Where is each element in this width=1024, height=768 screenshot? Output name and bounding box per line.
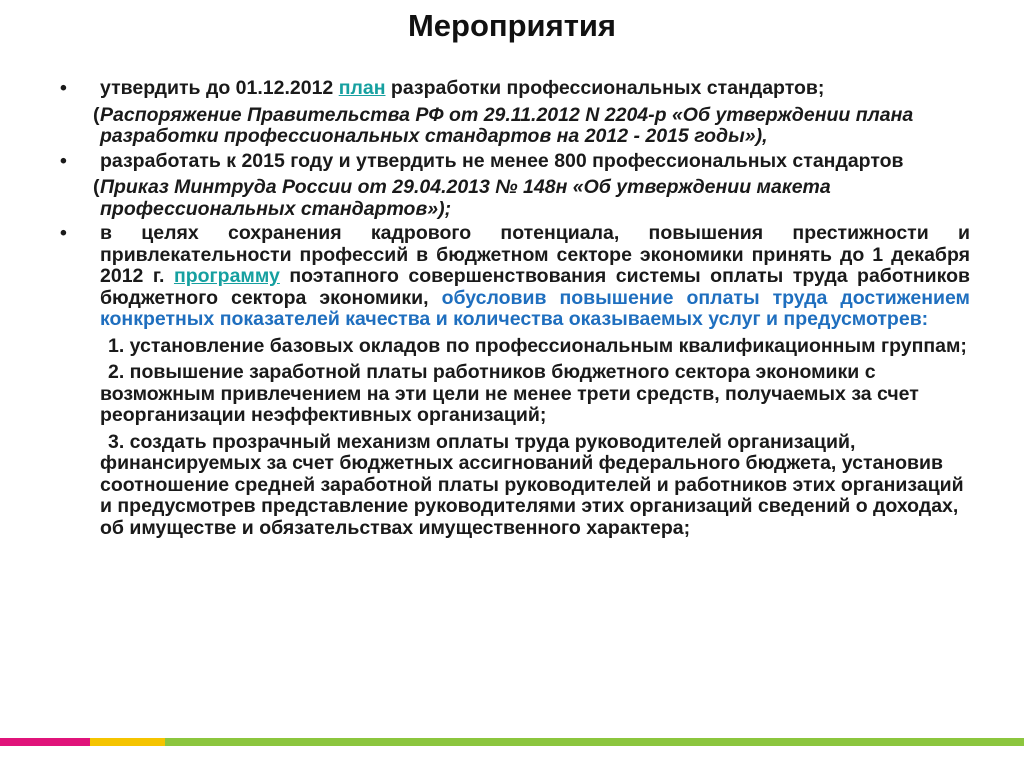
footer-stripe-green [165,738,1024,746]
plan-link[interactable]: план [338,77,386,99]
subitem-3-text: 3. создать прозрачный механизм оплаты труда руководителей организаций, финансируемых за счет бюджетных ассигнований федерального бюджета, установив соотношение средней заработной платы руководителей и работников этих организаций и предусмотрев представление руководителями этих организаций сведений о доходах, об имуществе и обязательствах имущественного характера; [100,430,964,539]
item2-citation-text: Приказ Минтруда России от 29.04.2013 № 148н «Об утверждении макета профессиональных стандартов»); [100,176,831,220]
list-item [60,223,970,331]
subitem-2-text: 2. повышение заработной платы работников бюджетного сектора экономики с возможным привлечением на эти цели не менее трети средств, получаемых за счет реорганизации неэффективных организаций; [100,361,919,426]
subitem-1-text: 1. установление базовых окладов по профессиональным квалификационным группам; [108,334,967,357]
item1-text-before: утвердить до 01.12.2012 [100,77,339,99]
item1-citation [60,105,970,148]
item2-citation [60,177,970,220]
program-link[interactable]: программу [173,265,280,287]
bullet-icon: • [60,149,67,172]
page-title: Мероприятия [407,8,617,43]
list-item [60,151,970,173]
item3-text-before: в целях сохранения кадрового потенциала, повышения престижности и привлекательности профессий в бюджетном секторе экономики принять до 1 декабря 2012 г. [100,222,970,287]
item1-text-after: разработки профессиональных стандартов; [385,77,825,99]
bullet-icon: • [60,222,67,244]
slide-content [60,78,970,539]
item3-text-middle: поэтапного совершенствования системы оплаты труда работников бюджетного сектора экономики, [100,265,970,309]
bullet-icon: • [60,77,67,99]
footer-stripe-magenta [0,738,90,746]
footer-stripe-yellow [90,738,165,746]
item3-highlight: обусловив повышение оплаты труда достижением конкретных показателей качества и количества оказываемых услуг и предусмотрев: [100,286,970,330]
subitem-2 [60,362,970,427]
list-item [60,78,970,100]
item1-citation-text: Распоряжение Правительства РФ от 29.11.2012 N 2204-р «Об утверждении плана разработки профессиональных стандартов на 2012 - 2015 годы»), [100,103,914,147]
item2-text: разработать к 2015 году и утвердить не менее 800 профессиональных стандартов [100,149,904,172]
subitem-1 [60,336,970,358]
item2-citation-open: ( [93,176,100,198]
item1-citation-open: ( [93,103,100,126]
subitem-3 [60,432,970,540]
